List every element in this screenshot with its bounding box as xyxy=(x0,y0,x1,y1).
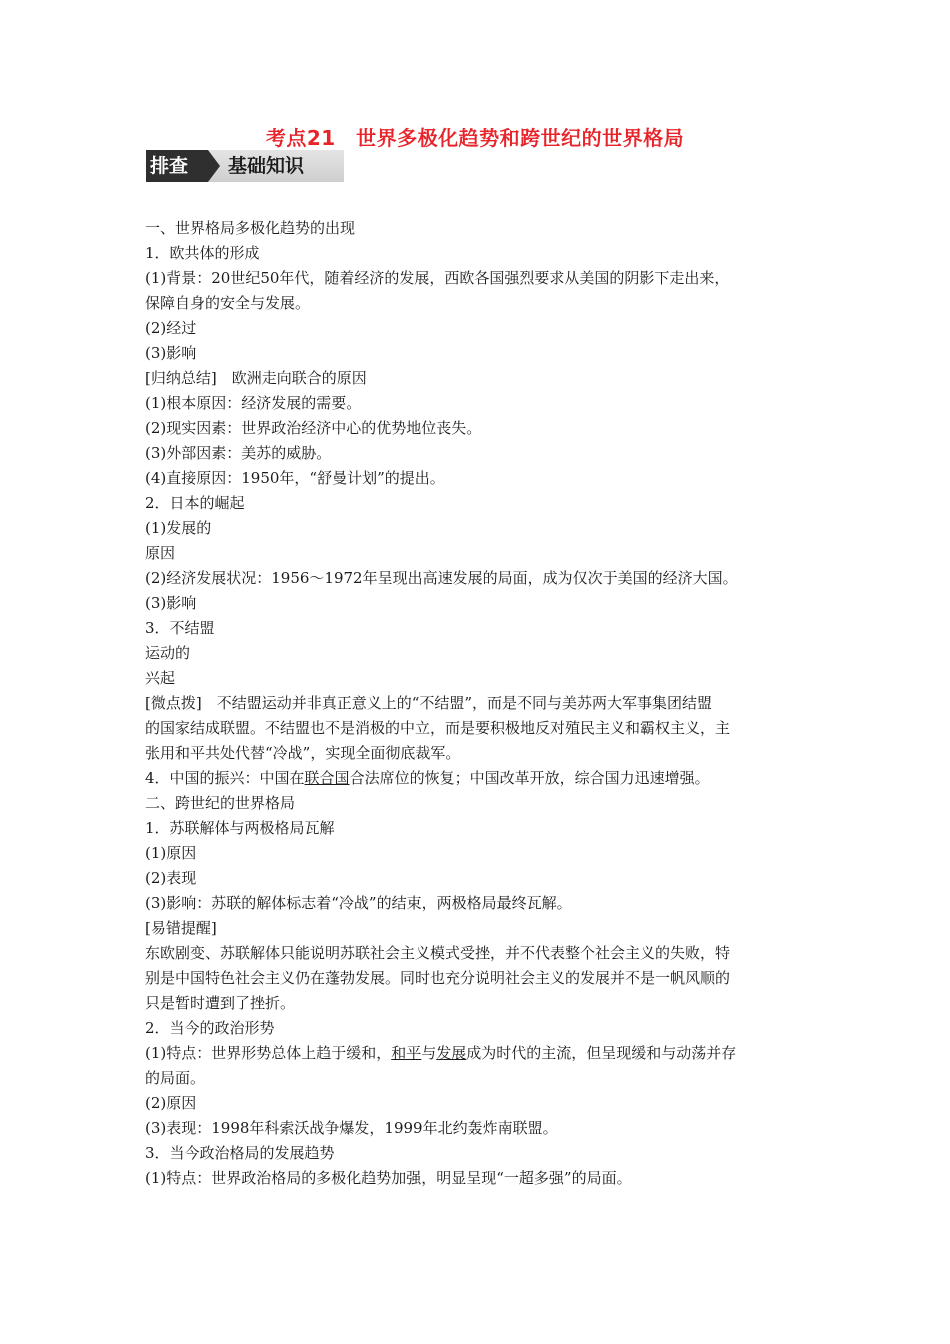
section-banner xyxy=(146,150,344,182)
subheading: 2．当今的政治形势 xyxy=(145,1019,275,1037)
paragraph-line: (2)现实因素：世界政治经济中心的优势地位丧失。 xyxy=(145,419,482,437)
text-span: 4．中国的振兴：中国在 xyxy=(145,769,305,787)
section-heading: 二、跨世纪的世界格局 xyxy=(145,794,296,812)
paragraph-line: 的国家结成联盟。不结盟也不是消极的中立，而是要积极地反对殖民主义和霸权主义，主 xyxy=(145,719,731,737)
text-span: 合法席位的恢复；中国改革开放，综合国力迅速增强。 xyxy=(349,769,710,787)
underlined-term: 联合国 xyxy=(304,769,350,787)
paragraph-line: (3)表现：1998年科索沃战争爆发，1999年北约轰炸南联盟。 xyxy=(145,1119,558,1137)
document-body xyxy=(145,216,813,1191)
paragraph-line: 运动的 xyxy=(145,644,191,662)
paragraph-line: (4)直接原因：1950年，“舒曼计划”的提出。 xyxy=(145,469,445,487)
paragraph-line: 原因 xyxy=(145,544,176,562)
paragraph-line: [归纳总结] 欧洲走向联合的原因 xyxy=(145,369,367,387)
paragraph-line: 保障自身的安全与发展。 xyxy=(145,294,311,312)
paragraph-line: (2)经济发展状况：1956～1972年呈现出高速发展的局面，成为仅次于美国的经济大国。 xyxy=(145,569,738,587)
paragraph-line: (1)发展的 xyxy=(145,519,212,537)
subheading: 2．日本的崛起 xyxy=(145,494,245,512)
banner-arrow-icon xyxy=(208,150,220,182)
paragraph-line: 只是暂时遭到了挫折。 xyxy=(145,994,296,1012)
paragraph-line: 兴起 xyxy=(145,669,176,687)
subheading: 1．苏联解体与两极格局瓦解 xyxy=(145,819,335,837)
section-heading: 一、世界格局多极化趋势的出现 xyxy=(145,219,356,237)
text-span: 与 xyxy=(421,1044,437,1062)
underlined-term: 和平 xyxy=(391,1044,422,1062)
paragraph-line: (1)特点：世界政治格局的多极化趋势加强，明显呈现“一超多强”的局面。 xyxy=(145,1169,632,1187)
paragraph-line xyxy=(145,1041,813,1066)
paragraph-line: [微点拨] 不结盟运动并非真正意义上的“不结盟”，而是不同与美苏两大军事集团结盟 xyxy=(145,694,713,712)
paragraph-line: (1)背景：20世纪50年代，随着经济的发展，西欧各国强烈要求从美国的阴影下走出来， xyxy=(145,269,730,287)
underlined-term: 发展 xyxy=(436,1044,467,1062)
subheading: 1．欧共体的形成 xyxy=(145,244,260,262)
page-title: 考点21 世界多极化趋势和跨世纪的世界格局 xyxy=(265,126,685,150)
paragraph-line: (3)外部因素：美苏的威胁。 xyxy=(145,444,332,462)
paragraph-line: (2)表现 xyxy=(145,869,197,887)
paragraph-line: (3)影响：苏联的解体标志着“冷战”的结束，两极格局最终瓦解。 xyxy=(145,894,572,912)
paragraph-line: 的局面。 xyxy=(145,1069,206,1087)
paragraph-line: (2)经过 xyxy=(145,319,197,337)
paragraph-line: (3)影响 xyxy=(145,344,197,362)
paragraph-line: 别是中国特色社会主义仍在蓬勃发展。同时也充分说明社会主义的发展并不是一帆风顺的 xyxy=(145,969,731,987)
subheading: 3．不结盟 xyxy=(145,619,215,637)
paragraph-line: 东欧剧变、苏联解体只能说明苏联社会主义模式受挫，并不代表整个社会主义的失败，特 xyxy=(145,944,731,962)
paragraph-line: 张用和平共处代替“冷战”，实现全面彻底裁军。 xyxy=(145,744,461,762)
paragraph-line: (1)根本原因：经济发展的需要。 xyxy=(145,394,362,412)
paragraph-line: (3)影响 xyxy=(145,594,197,612)
paragraph-line: [易错提醒] xyxy=(145,919,217,937)
subheading: 3．当今政治格局的发展趋势 xyxy=(145,1144,335,1162)
paragraph-line: (2)原因 xyxy=(145,1094,197,1112)
text-span: (1)特点：世界形势总体上趋于缓和， xyxy=(145,1044,392,1062)
text-span: 成为时代的主流，但呈现缓和与动荡并存 xyxy=(466,1044,737,1062)
paragraph-line xyxy=(145,766,813,791)
paragraph-line: (1)原因 xyxy=(145,844,197,862)
banner-tag: 排查 xyxy=(146,150,208,182)
banner-label: 基础知识 xyxy=(228,155,305,177)
